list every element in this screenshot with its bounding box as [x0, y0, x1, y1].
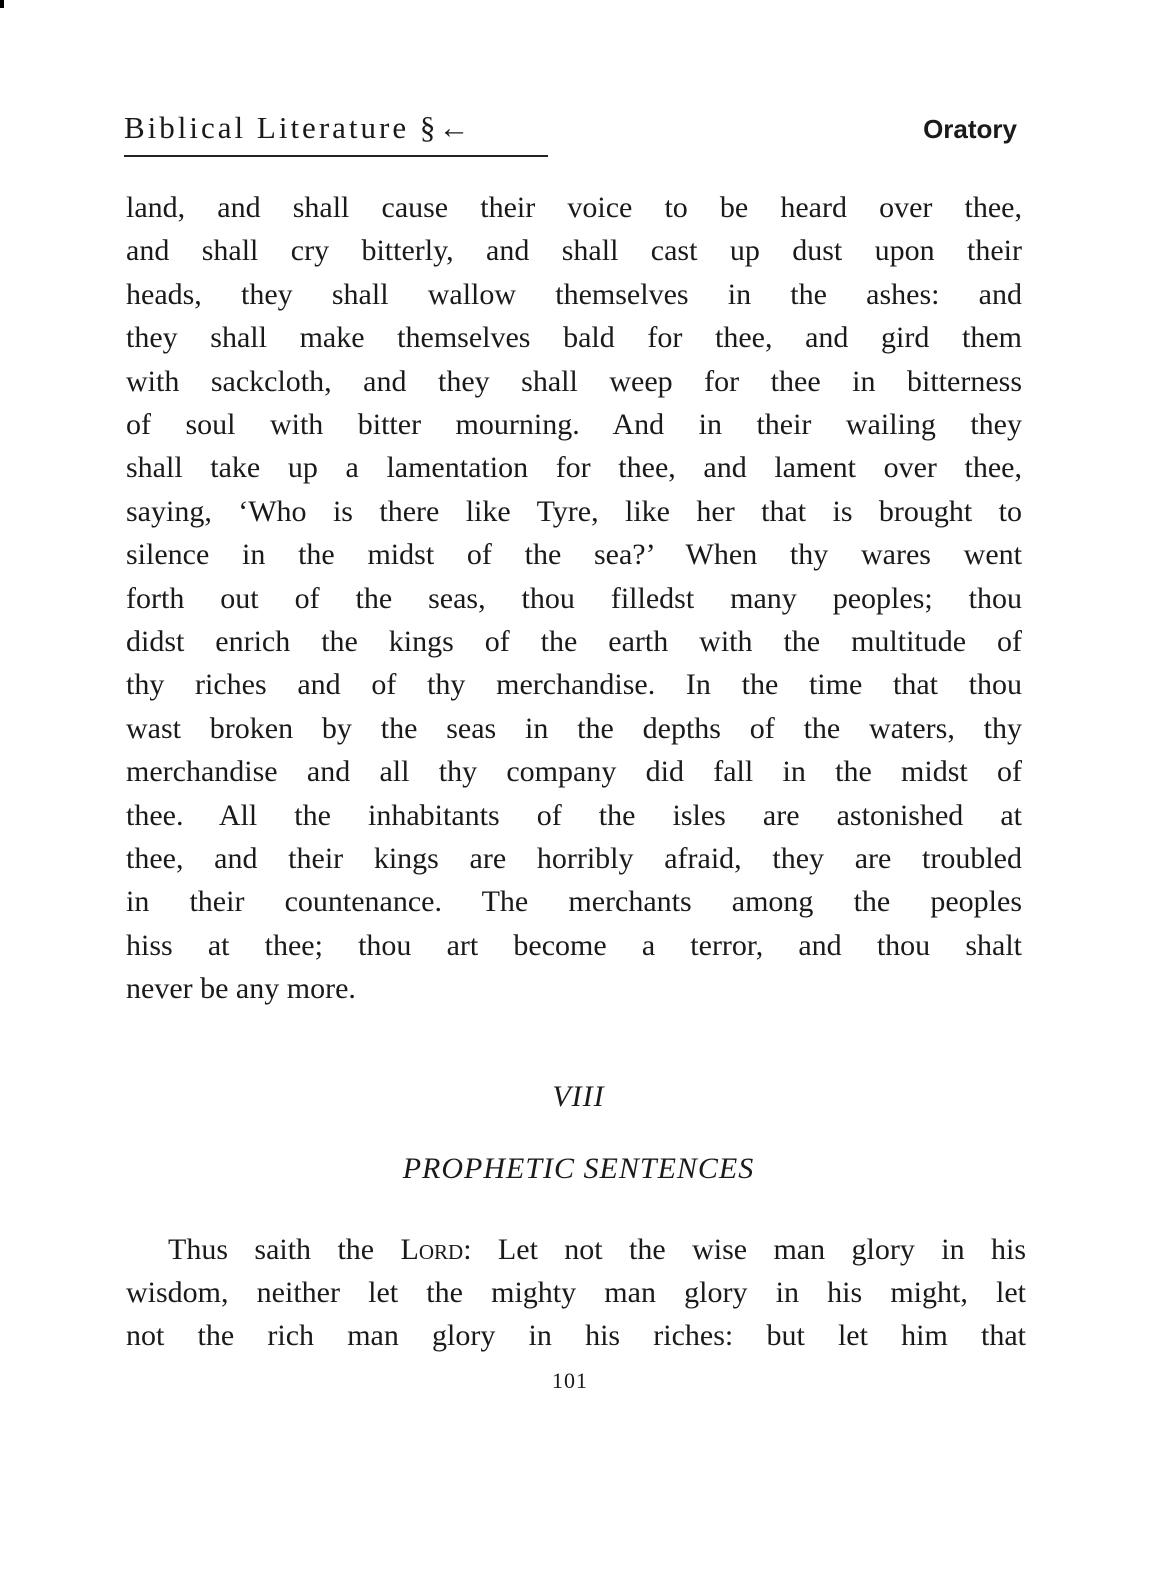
- text-fragment: Thus saith the: [168, 1233, 401, 1266]
- text-line: not the rich man glory in his riches: but let him that: [126, 1319, 1026, 1352]
- page-number: 101: [552, 1368, 588, 1393]
- text-line: saying, ‘Who is there like Tyre, like her that is brought to: [126, 494, 1022, 528]
- section-number: VIII: [552, 1080, 605, 1113]
- text-line: thee. All the inhabitants of the isles are astonished at: [126, 798, 1022, 832]
- text-line: [168, 1232, 1026, 1268]
- text-line: with sackcloth, and they shall weep for thee in bitterness: [126, 364, 1022, 398]
- header-rule: [124, 155, 548, 157]
- text-line: shall take up a lamentation for thee, and lament over thee,: [126, 451, 1022, 485]
- text-line: didst enrich the kings of the earth with the multitude of: [126, 625, 1022, 658]
- text-line: thee, and their kings are horribly afraid, they are troubled: [126, 842, 1022, 875]
- text-line: thy riches and of thy merchandise. In the time that thou: [126, 668, 1022, 702]
- text-line: wast broken by the seas in the depths of the waters, thy: [126, 711, 1022, 745]
- text-line: and shall cry bitterly, and shall cast up dust upon their: [126, 234, 1022, 268]
- text-line: wisdom, neither let the mighty man glory in his might, let: [126, 1276, 1026, 1309]
- section-title: PROPHETIC SENTENCES: [402, 1152, 755, 1185]
- text-line: they shall make themselves bald for thee, and gird them: [126, 321, 1022, 355]
- lord-small-caps: Lord: [400, 1233, 464, 1266]
- text-line: land, and shall cause their voice to be heard over thee,: [126, 191, 1022, 224]
- text-line: merchandise and all thy company did fall in the midst of: [126, 755, 1022, 789]
- text-line: never be any more.: [126, 972, 356, 1006]
- text-line: hiss at thee; thou art become a terror, and thou shalt: [126, 928, 1022, 962]
- running-header-title: Biblical Literature §←: [124, 110, 473, 145]
- text-line: of soul with bitter mourning. And in their wailing they: [126, 408, 1022, 441]
- text-fragment: : Let not the wise man glory in his: [463, 1233, 1026, 1266]
- scan-mark: [0, 0, 4, 8]
- running-header-section: Oratory: [923, 114, 1017, 144]
- text-line: silence in the midst of the sea?’ When thy wares went: [126, 538, 1022, 572]
- text-line: in their countenance. The merchants among the peoples: [126, 885, 1022, 919]
- text-line: forth out of the seas, thou filledst many peoples; thou: [126, 581, 1022, 615]
- text-line: heads, they shall wallow themselves in the ashes: and: [126, 277, 1022, 311]
